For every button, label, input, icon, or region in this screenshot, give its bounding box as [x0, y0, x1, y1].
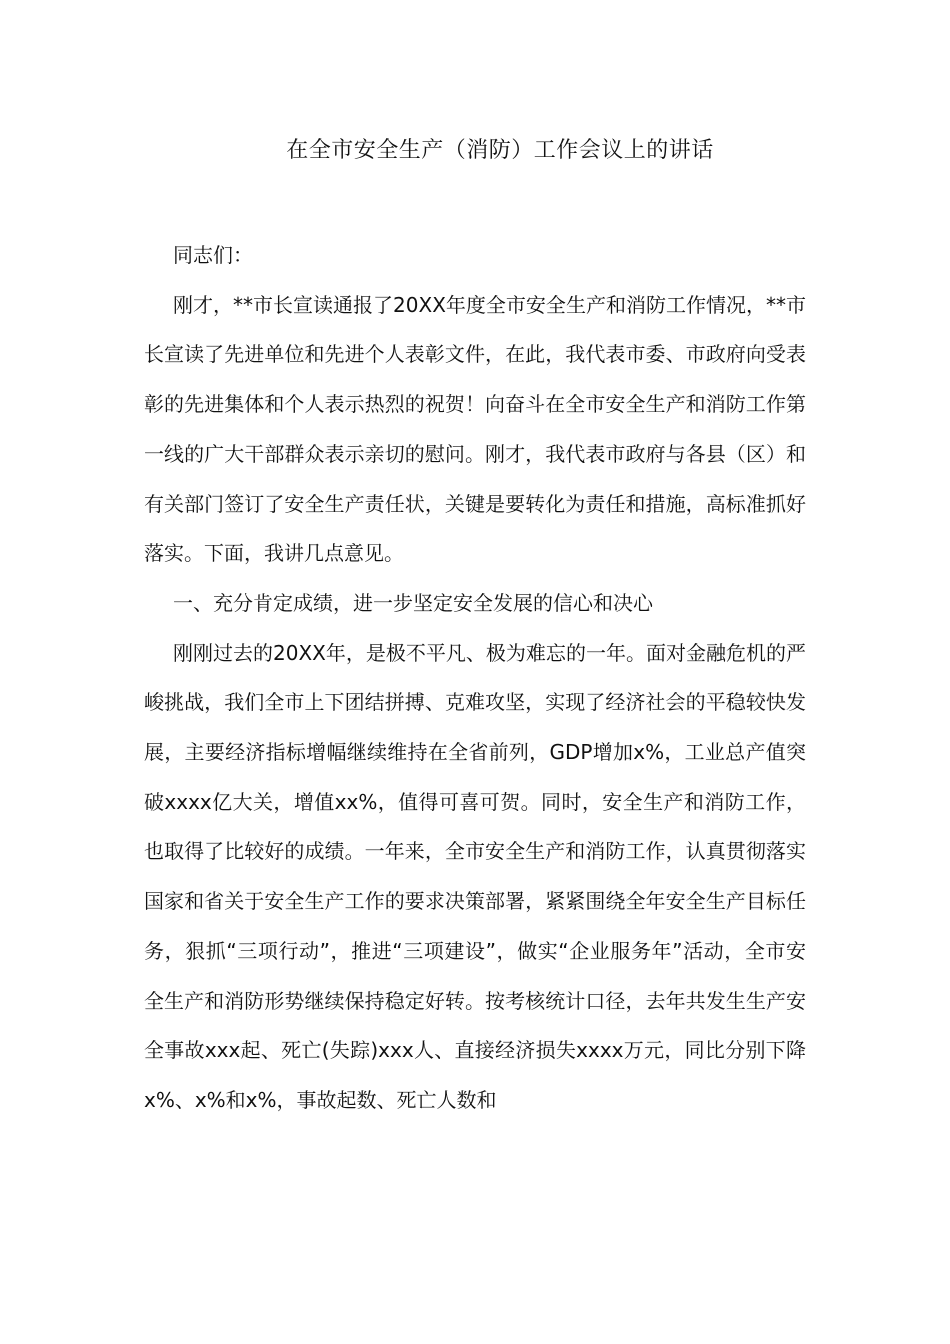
- section-heading: 一、充分肯定成绩，进一步坚定安全发展的信心和决心: [173, 590, 653, 615]
- document-title: 在全市安全生产（消防）工作会议上的讲话: [286, 138, 714, 163]
- body-paragraph: 刚才，**市长宣读通报了20XX年度全市安全生产和消防工作情况，**市长宣读了先进单位和先进个人表彰文件，在此，我代表市委、市政府向受表彰的先进集体和个人表示热烈的祝贺！向奋斗在全市安全生产和消防工作第一线的广大干部群众表示亲切的慰问。刚才，我代表市政府与各县（区）和有关部门签订了安全生产责任状，关键是要转化为责任和措施，高标准抓好落实。下面，我讲几点意见。: [144, 292, 806, 566]
- document-body: [144, 231, 806, 1126]
- body-paragraph: 刚刚过去的20XX年，是极不平凡、极为难忘的一年。面对金融危机的严峻挑战，我们全市上下团结拼搏、克难攻坚，实现了经济社会的平稳较快发展，主要经济指标增幅继续维持在全省前列，GDP增加x%，工业总产值突破xxxx亿大关，增值xx%，值得可喜可贺。同时，安全生产和消防工作，也取得了比较好的成绩。一年来，全市安全生产和消防工作，认真贯彻落实国家和省关于安全生产工作的要求决策部署，紧紧围绕全年安全生产目标任务，狠抓“三项行动”，推进“三项建设”，做实“企业服务年”活动，全市安全生产和消防形势继续保持稳定好转。按考核统计口径，去年共发生生产安全事故xxx起、死亡(失踪)xxx人、直接经济损失xxxx万元，同比分别下降x%、x%和x%，事故起数、死亡人数和: [144, 640, 806, 1112]
- salutation-paragraph: 同志们：: [173, 243, 253, 267]
